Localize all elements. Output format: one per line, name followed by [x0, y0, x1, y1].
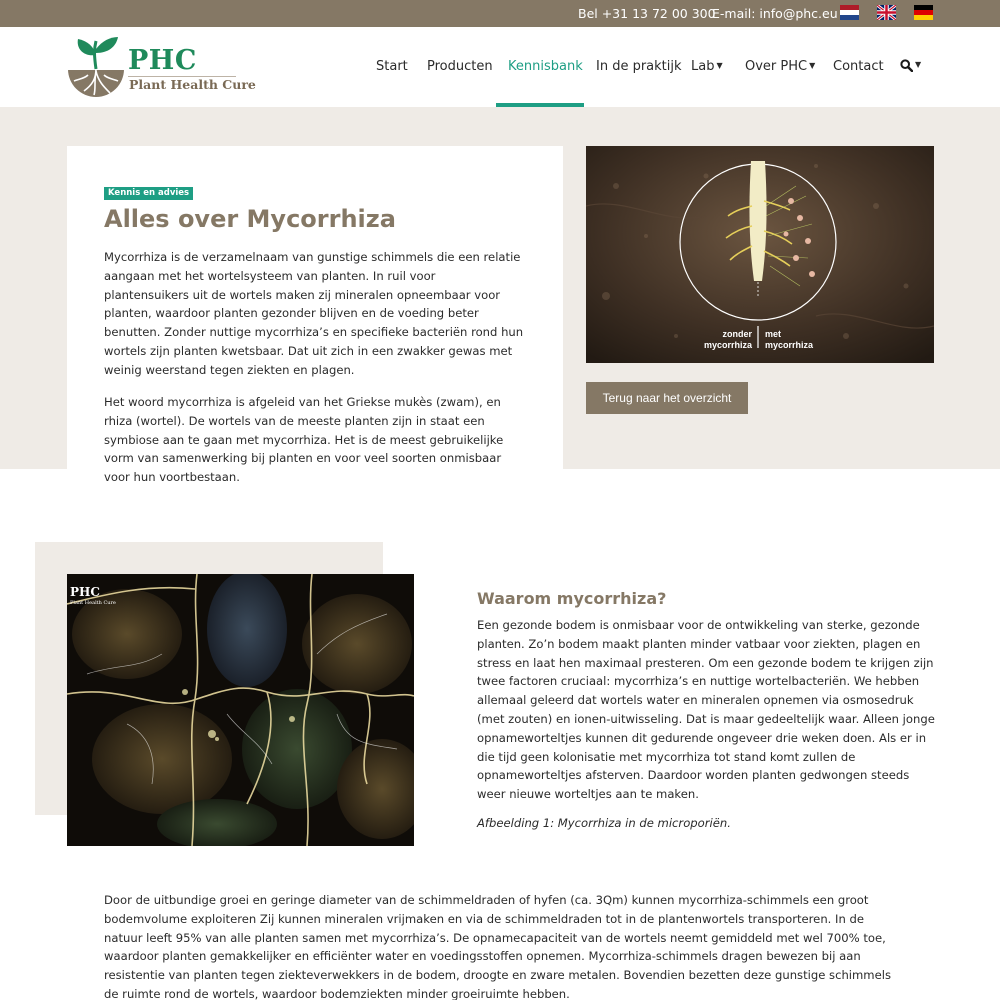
mycorrhiza-comparison-image	[586, 146, 934, 363]
back-to-overview-button[interactable]: Terug naar het overzicht	[586, 382, 748, 414]
caret-down-icon: ▼	[809, 61, 816, 70]
image-label-zonder-mycorrhiza: mycorrhiza	[703, 340, 752, 350]
search-icon	[900, 59, 913, 72]
image-label-met-mycorrhiza: mycorrhiza	[765, 340, 814, 350]
image-logo-subtitle: Plant Health Cure	[70, 600, 116, 606]
why-paragraph: Een gezonde bodem is onmisbaar voor de ontwikkeling van sterke, gezonde planten. Zo’n bodem maakt planten minder vatbaar voor ziekten, plagen en stress en laat hen maximaal presteren. Om een gezonde bodem te krijgen zijn twee factoren cruciaal: mycorrhiza’s en nuttige wortelbacteriën. We hebben allemaal geleerd dat wortels water en mineralen opnemen via osmosedruk (met zouten) en ionen-uitwisseling. Dat is maar gedeeltelijk waar. Alleen jonge opnameworteltjes kunnen dit gedurende ongeveer drie weken doen. Als er in die tijd geen kolonisatie met mycorrhiza tot stand komt zullen de opnameworteltjes afsterven. Daardoor worden planten gedwongen steeds weer nieuwe worteltjes aan te maken.	[477, 618, 935, 802]
search-toggle[interactable]	[900, 58, 921, 73]
top-contact-bar	[0, 0, 1000, 27]
nav-over-phc-label: Over PHC	[745, 59, 808, 74]
image-caption: Afbeelding 1: Mycorrhiza in de microporiën.	[477, 816, 731, 830]
image-logo-title: PHC	[70, 585, 100, 599]
section-title-why: Waarom mycorrhiza?	[477, 589, 667, 608]
site-header	[0, 27, 1000, 107]
page-title: Alles over Mycorrhiza	[104, 205, 396, 233]
micropore-mycorrhiza-image	[67, 574, 414, 846]
flag-uk-icon[interactable]	[877, 5, 896, 20]
nav-start[interactable]: Start	[376, 59, 408, 74]
nav-lab-label: Lab	[691, 59, 715, 74]
flag-nl-icon[interactable]	[840, 5, 859, 20]
nav-kennisbank[interactable]: Kennisbank	[508, 59, 583, 74]
email-link[interactable]: E-mail: info@phc.eu	[712, 6, 838, 21]
caret-down-icon: ▼	[716, 61, 723, 70]
category-badge[interactable]: Kennis en advies	[104, 187, 193, 200]
nav-in-de-praktijk[interactable]: In de praktijk	[596, 59, 682, 74]
nav-contact[interactable]: Contact	[833, 59, 884, 74]
nav-lab[interactable]	[691, 59, 723, 74]
image-label-zonder: zonder	[722, 329, 752, 339]
logo[interactable]	[66, 35, 256, 101]
nav-over-phc[interactable]	[745, 59, 815, 74]
logo-subtitle: Plant Health Cure	[129, 77, 256, 92]
phone-link[interactable]: Bel +31 13 72 00 300	[578, 6, 716, 21]
plant-logo-icon	[66, 35, 126, 99]
nav-producten[interactable]: Producten	[427, 59, 493, 74]
hyphae-paragraph: Door de uitbundige groei en geringe diameter van de schimmeldraden of hyfen (ca. 3Qm) kunnen mycorrhiza-schimmels een groot bodemvolume exploiteren Zij kunnen mineralen vrijmaken en via de schimmeldraden tot in de plantenwortels transporteren. In de natuur leeft 95% van alle planten samen met mycorrhiza’s. De opnamecapaciteit van de wortels neemt gemiddeld met wel 700% toe, waardoor planten gemakkelijker en efficiënter water en voedingsstoffen opnemen. Mycorrhiza-schimmels dragen bewezen bij aan resistentie van planten tegen ziekteverwekkers in de bodem, droogte en zware metalen. Bovendien bezetten deze gunstige schimmels de ruimte rond de wortels, waardoor bodemziekten minder groeiruimte hebben.	[104, 893, 891, 1000]
image-label-met: met	[765, 329, 782, 339]
intro-paragraph-2: Het woord mycorrhiza is afgeleid van het Griekse mukès (zwam), en rhiza (wortel). De wortels van de meeste planten zijn in staat een symbiose aan te gaan met mycorrhiza. Het is de meest gebruikelijke vorm van samenwerking bij planten en voor veel soorten onmisbaar voor hun voortbestaan.	[104, 395, 504, 485]
flag-de-icon[interactable]	[914, 5, 933, 20]
intro-paragraph-1: Mycorrhiza is de verzamelnaam van gunstige schimmels die een relatie aangaan met het wortelsysteem van planten. In ruil voor plantensuikers uit de wortels maken zij mineralen opneembaar voor planten, waardoor planten gezonder blijven en de voeding beter benutten. Zonder nuttige mycorrhiza’s en specifieke bacteriën rond hun wortels zijn planten kwetsbaar. Dat uit zich in een zwakker gewas met weinig weerstand tegen ziekten en plagen.	[104, 250, 524, 377]
caret-down-icon: ▼	[915, 60, 922, 69]
logo-title: PHC	[128, 45, 197, 76]
